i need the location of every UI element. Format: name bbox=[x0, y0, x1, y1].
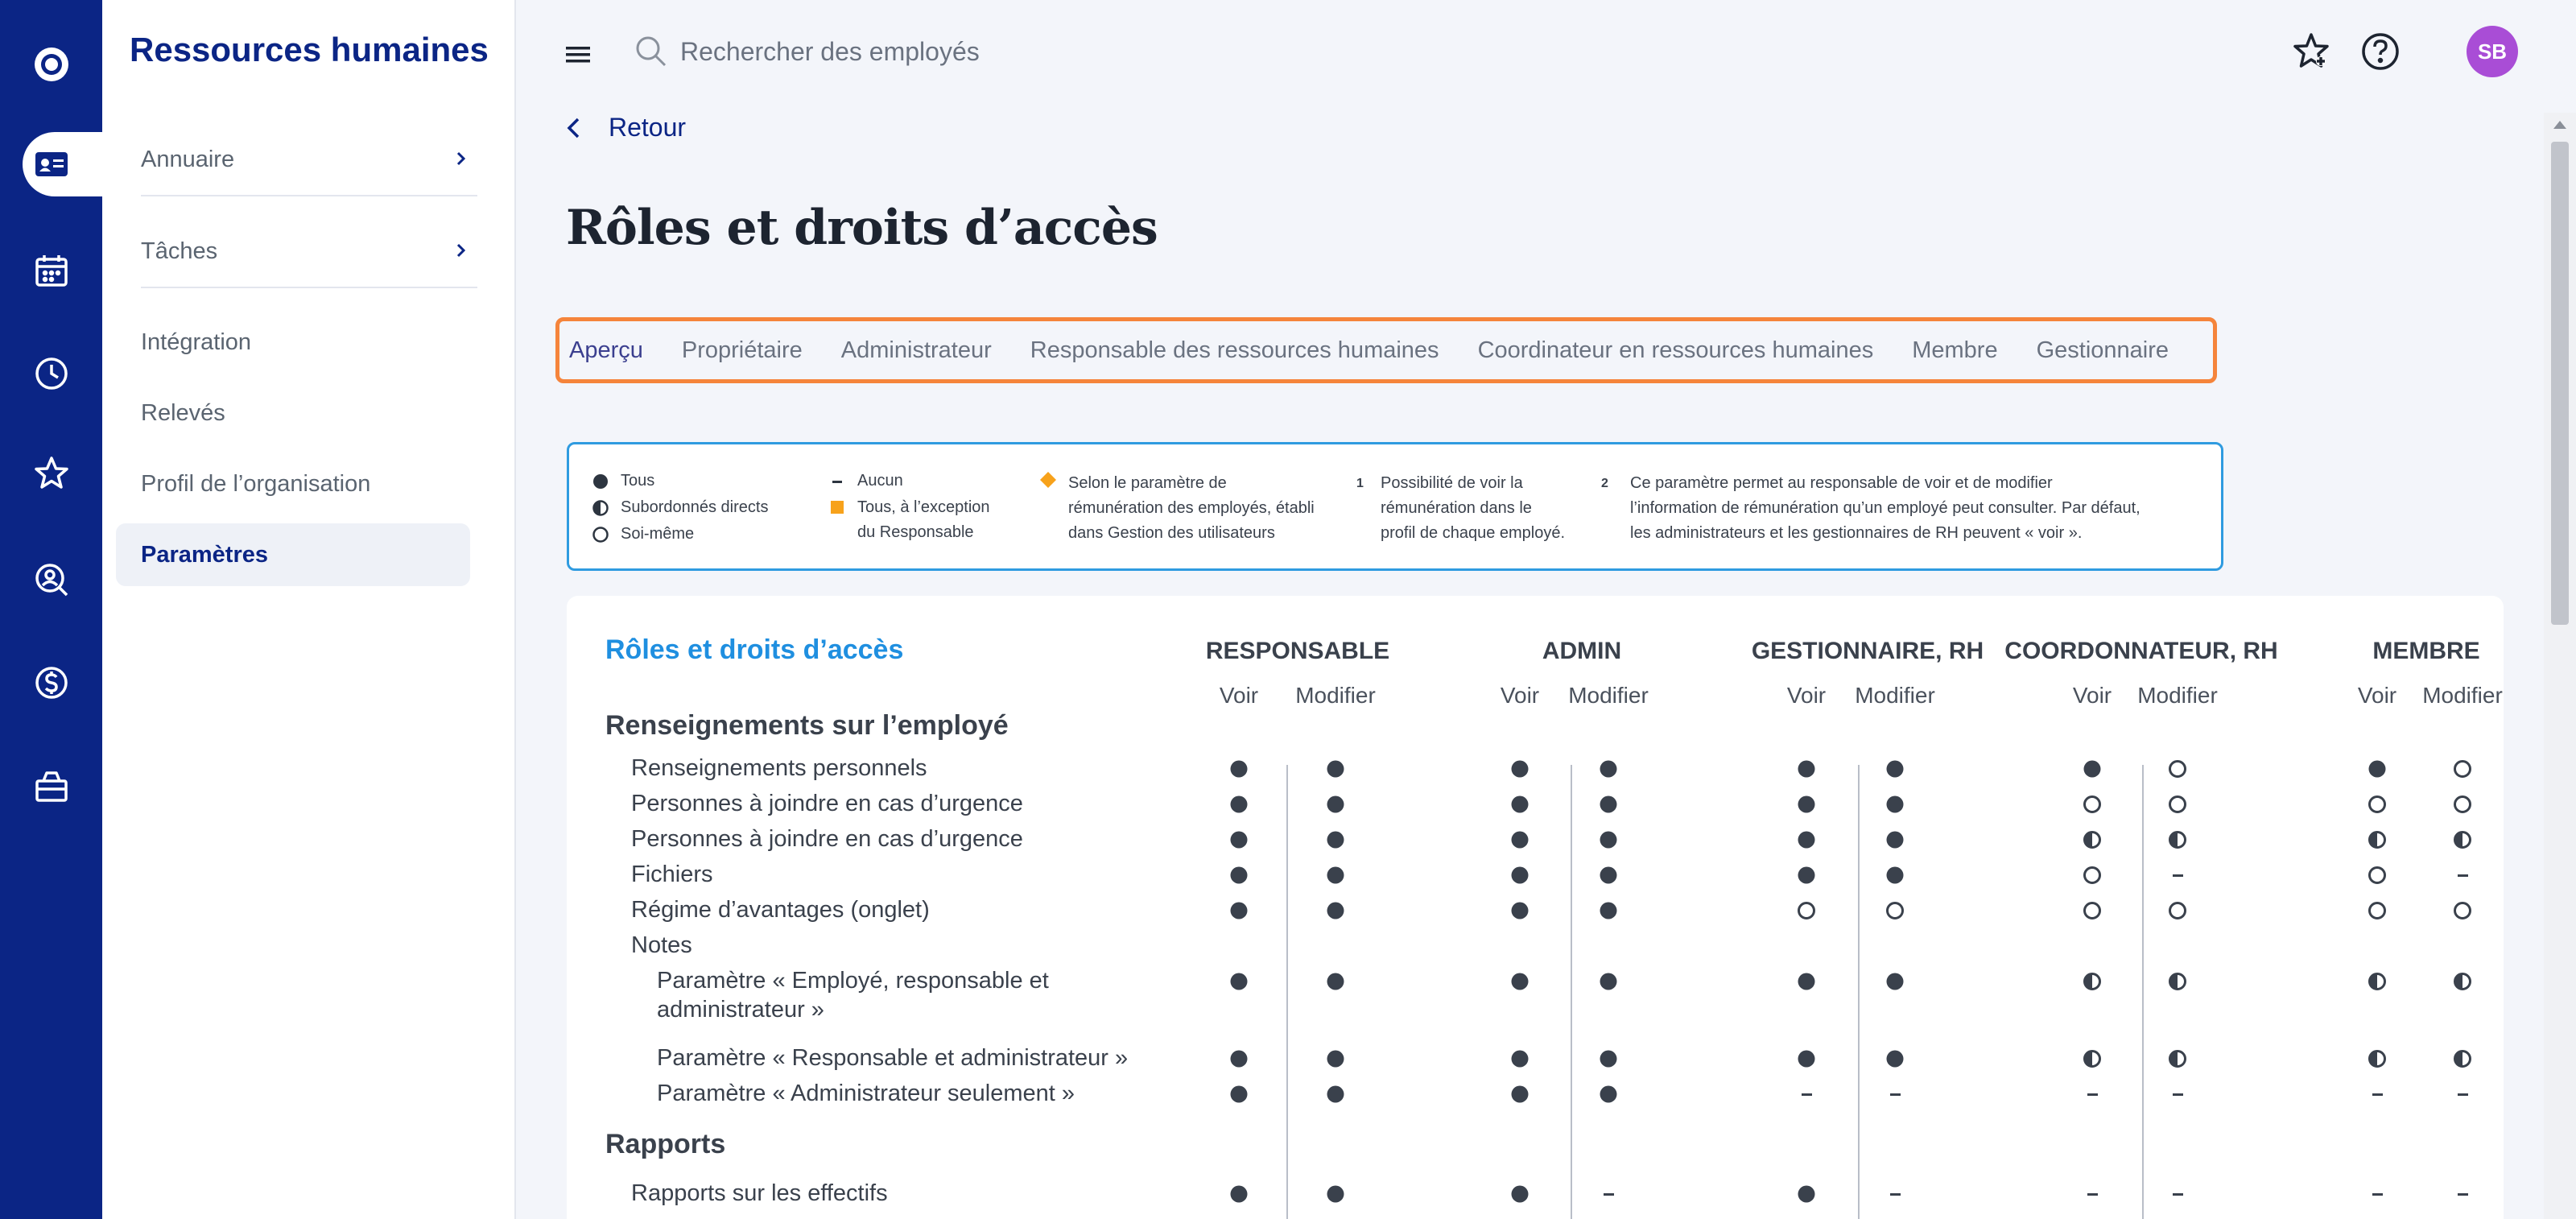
access-direct-reports-icon bbox=[2367, 1048, 2388, 1069]
section-employee-info: Renseignements sur l’employé bbox=[605, 710, 1009, 741]
access-all-icon bbox=[1796, 971, 1817, 992]
sidebar-item-taches[interactable] bbox=[141, 216, 477, 288]
access-none-icon bbox=[2167, 1184, 2188, 1205]
secondary-sidebar bbox=[102, 0, 516, 1219]
chevron-right-icon bbox=[452, 150, 469, 167]
tab-coordinateur-rh[interactable]: Coordinateur en ressources humaines bbox=[1477, 337, 1874, 363]
column-divider bbox=[2142, 765, 2144, 1219]
access-direct-reports-icon bbox=[2082, 1048, 2103, 1069]
sidebar-item-profil-organisation[interactable] bbox=[141, 448, 477, 520]
top-bar bbox=[516, 0, 2576, 105]
access-all-icon bbox=[1228, 971, 1249, 992]
column-header: RESPONSABLE bbox=[1205, 638, 1390, 664]
access-all-icon bbox=[1598, 758, 1619, 779]
subheader-edit: Modifier bbox=[2137, 683, 2218, 708]
access-all-icon bbox=[1228, 794, 1249, 815]
access-direct-reports-icon bbox=[2167, 829, 2188, 850]
access-none-icon bbox=[2167, 1084, 2188, 1105]
access-self-icon bbox=[2452, 900, 2473, 921]
access-none-icon bbox=[1598, 1184, 1619, 1205]
sidebar-item-label: Paramètres bbox=[141, 541, 268, 568]
access-none-icon bbox=[2452, 865, 2473, 886]
tab-administrateur[interactable]: Administrateur bbox=[840, 337, 992, 363]
sidebar-item-label: Profil de l’organisation bbox=[141, 470, 371, 497]
access-self-icon bbox=[2082, 865, 2103, 886]
subheader-view: Voir bbox=[1500, 683, 1540, 708]
toolbox-icon[interactable] bbox=[0, 754, 102, 818]
hamburger-menu-icon[interactable] bbox=[564, 42, 593, 68]
access-all-icon bbox=[1509, 829, 1530, 850]
access-all-icon bbox=[1509, 971, 1530, 992]
subheader-view: Voir bbox=[2357, 683, 2397, 708]
access-none-icon bbox=[2452, 1184, 2473, 1205]
person-search-icon[interactable] bbox=[0, 548, 102, 612]
access-all-icon bbox=[1228, 758, 1249, 779]
access-all-icon bbox=[2082, 758, 2103, 779]
subheader-edit: Modifier bbox=[2422, 683, 2503, 708]
section-reports: Rapports bbox=[605, 1129, 726, 1159]
access-all-icon bbox=[1509, 1048, 1530, 1069]
note-2: Ce paramètre permet au responsable de voir et de modifier l’information de rémunération qu’un employé peut consulter. Par défaut, les administrateurs et les gestionnaires de RH peuvent « voir ». bbox=[1630, 474, 2140, 542]
app-title: Ressources humaines bbox=[130, 31, 489, 68]
calendar-icon[interactable] bbox=[0, 238, 102, 303]
access-self-icon bbox=[2367, 865, 2388, 886]
search-icon bbox=[634, 34, 669, 69]
access-self-icon bbox=[2452, 794, 2473, 815]
scrollbar-thumb[interactable] bbox=[2551, 142, 2569, 625]
access-self-icon bbox=[2367, 794, 2388, 815]
subheader-view: Voir bbox=[1786, 683, 1827, 708]
empty-circle-icon bbox=[592, 526, 609, 543]
help-icon[interactable] bbox=[2359, 31, 2401, 72]
access-all-icon bbox=[1885, 829, 1905, 850]
table-row-label: Fichiers bbox=[631, 862, 713, 887]
note-1: Possibilité de voir la rémunération dans le profil de chaque employé. bbox=[1381, 474, 1566, 542]
access-all-icon bbox=[1325, 794, 1346, 815]
access-self-icon bbox=[2367, 900, 2388, 921]
access-all-icon bbox=[1509, 1084, 1530, 1105]
access-all-icon bbox=[1509, 1184, 1530, 1205]
access-none-icon bbox=[1796, 1084, 1817, 1105]
table-row-label: Régime d’avantages (onglet) bbox=[631, 897, 930, 923]
column-header: ADMIN bbox=[1542, 638, 1622, 664]
access-all-icon bbox=[1796, 794, 1817, 815]
legend-except: Tous, à l’exception du Responsable bbox=[828, 495, 990, 545]
access-all-icon bbox=[1228, 1184, 1249, 1205]
sidebar-item-label: Intégration bbox=[141, 329, 252, 355]
back-link[interactable] bbox=[564, 113, 686, 143]
access-all-icon bbox=[1598, 1048, 1619, 1069]
tab-responsable-rh[interactable]: Responsable des ressources humaines bbox=[1030, 337, 1439, 363]
access-none-icon bbox=[2367, 1084, 2388, 1105]
orange-square-icon bbox=[828, 498, 846, 516]
access-all-icon bbox=[1796, 1048, 1817, 1069]
access-none-icon bbox=[1885, 1084, 1905, 1105]
table-row-label: Renseignements personnels bbox=[631, 755, 927, 781]
access-self-icon bbox=[2167, 794, 2188, 815]
access-all-icon bbox=[2367, 758, 2388, 779]
column-divider bbox=[1858, 765, 1860, 1219]
access-self-icon bbox=[2167, 758, 2188, 779]
access-direct-reports-icon bbox=[2452, 1048, 2473, 1069]
access-all-icon bbox=[1598, 900, 1619, 921]
access-all-icon bbox=[1325, 971, 1346, 992]
access-none-icon bbox=[2082, 1084, 2103, 1105]
access-all-icon bbox=[1885, 1048, 1905, 1069]
sidebar-item-parametres[interactable] bbox=[116, 523, 470, 586]
legend-setting: Selon le paramètre de rémunération des employés, établi dans Gestion des utilisateurs bbox=[1039, 471, 1315, 546]
tab-gestionnaire[interactable]: Gestionnaire bbox=[2036, 337, 2169, 363]
table-row-label: Notes bbox=[631, 932, 692, 958]
access-all-icon bbox=[1325, 900, 1346, 921]
sidebar-item-annuaire[interactable] bbox=[141, 124, 477, 196]
legend-box bbox=[567, 442, 2223, 571]
access-all-icon bbox=[1509, 865, 1530, 886]
note-2-number: 2 bbox=[1601, 477, 1608, 490]
table-row-label: Personnes à joindre en cas d’urgence bbox=[631, 791, 1023, 816]
table-row-label: Personnes à joindre en cas d’urgence bbox=[631, 826, 1023, 852]
access-all-icon bbox=[1796, 865, 1817, 886]
access-all-icon bbox=[1325, 829, 1346, 850]
access-self-icon bbox=[1885, 900, 1905, 921]
chevron-right-icon bbox=[452, 242, 469, 259]
access-all-icon bbox=[1228, 1048, 1249, 1069]
subheader-edit: Modifier bbox=[1295, 683, 1376, 708]
access-all-icon bbox=[1885, 971, 1905, 992]
access-all-icon bbox=[1598, 1084, 1619, 1105]
access-none-icon bbox=[2452, 1084, 2473, 1105]
access-none-icon bbox=[1885, 1184, 1905, 1205]
chevron-left-icon bbox=[564, 116, 584, 140]
table-row-label: Paramètre « Responsable et administrateur » bbox=[657, 1045, 1129, 1071]
tab-proprietaire[interactable]: Propriétaire bbox=[681, 337, 803, 363]
sidebar-item-label: Annuaire bbox=[141, 146, 235, 172]
access-direct-reports-icon bbox=[2167, 971, 2188, 992]
employee-card-icon[interactable] bbox=[0, 132, 102, 196]
avatar[interactable]: SB bbox=[2467, 26, 2518, 77]
access-none-icon bbox=[2367, 1184, 2388, 1205]
access-direct-reports-icon bbox=[2367, 971, 2388, 992]
half-circle-icon bbox=[592, 499, 609, 517]
table-title: Rôles et droits d’accès bbox=[605, 634, 904, 665]
legend-self: Soi-même bbox=[592, 522, 694, 547]
clock-icon[interactable] bbox=[0, 341, 102, 406]
access-direct-reports-icon bbox=[2452, 971, 2473, 992]
access-all-icon bbox=[1228, 829, 1249, 850]
access-all-icon bbox=[1885, 865, 1905, 886]
tab-membre[interactable]: Membre bbox=[1912, 337, 1998, 363]
access-direct-reports-icon bbox=[2167, 1048, 2188, 1069]
access-all-icon bbox=[1325, 1084, 1346, 1105]
access-all-icon bbox=[1228, 865, 1249, 886]
sidebar-item-releves[interactable] bbox=[141, 377, 477, 449]
column-header: MEMBRE bbox=[2372, 638, 2480, 664]
access-direct-reports-icon bbox=[2367, 829, 2388, 850]
table-row-label: Rapports sur les effectifs bbox=[631, 1180, 888, 1206]
access-self-icon bbox=[1796, 900, 1817, 921]
tab-apercu[interactable]: Aperçu bbox=[569, 337, 643, 363]
access-all-icon bbox=[1598, 794, 1619, 815]
access-direct-reports-icon bbox=[2082, 829, 2103, 850]
access-self-icon bbox=[2167, 900, 2188, 921]
dollar-icon[interactable] bbox=[0, 651, 102, 715]
subheader-edit: Modifier bbox=[1568, 683, 1649, 708]
access-all-icon bbox=[1796, 829, 1817, 850]
filled-circle-icon bbox=[592, 473, 609, 490]
sidebar-item-integration[interactable] bbox=[141, 306, 477, 378]
subheader-view: Voir bbox=[1219, 683, 1259, 708]
sidebar-item-label: Relevés bbox=[141, 399, 225, 426]
note-1-number: 1 bbox=[1356, 477, 1364, 490]
dash-icon bbox=[828, 473, 846, 490]
access-all-icon bbox=[1885, 758, 1905, 779]
access-all-icon bbox=[1325, 865, 1346, 886]
table-row-label: Paramètre « Administrateur seulement » bbox=[657, 1081, 1075, 1106]
favorites-star-icon[interactable] bbox=[2290, 31, 2332, 72]
legend-direct: Subordonnés directs bbox=[592, 495, 768, 520]
access-all-icon bbox=[1325, 1048, 1346, 1069]
scroll-up-arrow-icon[interactable] bbox=[2550, 118, 2570, 134]
app-logo-icon[interactable] bbox=[0, 32, 102, 97]
access-all-icon bbox=[1598, 865, 1619, 886]
access-table-card bbox=[567, 596, 2504, 1219]
column-divider bbox=[1286, 765, 1288, 1219]
access-direct-reports-icon bbox=[2452, 829, 2473, 850]
table-row-label: Paramètre « Employé, responsable et administrateur » bbox=[657, 968, 1049, 1023]
access-all-icon bbox=[1325, 1184, 1346, 1205]
orange-diamond-icon bbox=[1039, 471, 1057, 489]
access-all-icon bbox=[1509, 794, 1530, 815]
access-direct-reports-icon bbox=[2082, 971, 2103, 992]
access-self-icon bbox=[2082, 900, 2103, 921]
access-all-icon bbox=[1228, 1084, 1249, 1105]
access-all-icon bbox=[1796, 1184, 1817, 1205]
access-none-icon bbox=[2082, 1184, 2103, 1205]
legend-none: Aucun bbox=[828, 469, 903, 494]
page-title: Rôles et droits d’accès bbox=[566, 200, 1158, 256]
access-all-icon bbox=[1885, 794, 1905, 815]
subheader-edit: Modifier bbox=[1855, 683, 1935, 708]
access-all-icon bbox=[1509, 900, 1530, 921]
access-none-icon bbox=[2167, 865, 2188, 886]
access-all-icon bbox=[1598, 829, 1619, 850]
access-all-icon bbox=[1598, 971, 1619, 992]
access-self-icon bbox=[2452, 758, 2473, 779]
column-divider bbox=[1571, 765, 1572, 1219]
access-all-icon bbox=[1325, 758, 1346, 779]
user-management-link[interactable]: Gestion des utilisateurs bbox=[1107, 524, 1275, 542]
icon-rail bbox=[0, 0, 102, 1219]
access-all-icon bbox=[1509, 758, 1530, 779]
role-tabs bbox=[555, 317, 2217, 383]
star-icon[interactable] bbox=[0, 441, 102, 506]
column-header: COORDONNATEUR, RH bbox=[2004, 638, 2278, 664]
access-self-icon bbox=[2082, 794, 2103, 815]
search-input[interactable] bbox=[680, 29, 1244, 74]
back-label: Retour bbox=[609, 113, 687, 142]
column-header: GESTIONNAIRE, RH bbox=[1751, 638, 1984, 664]
legend-all: Tous bbox=[592, 469, 654, 494]
sidebar-item-label: Tâches bbox=[141, 238, 218, 264]
page-scrollbar[interactable] bbox=[2544, 113, 2576, 1219]
access-all-icon bbox=[1228, 900, 1249, 921]
subheader-view: Voir bbox=[2072, 683, 2112, 708]
access-all-icon bbox=[1796, 758, 1817, 779]
